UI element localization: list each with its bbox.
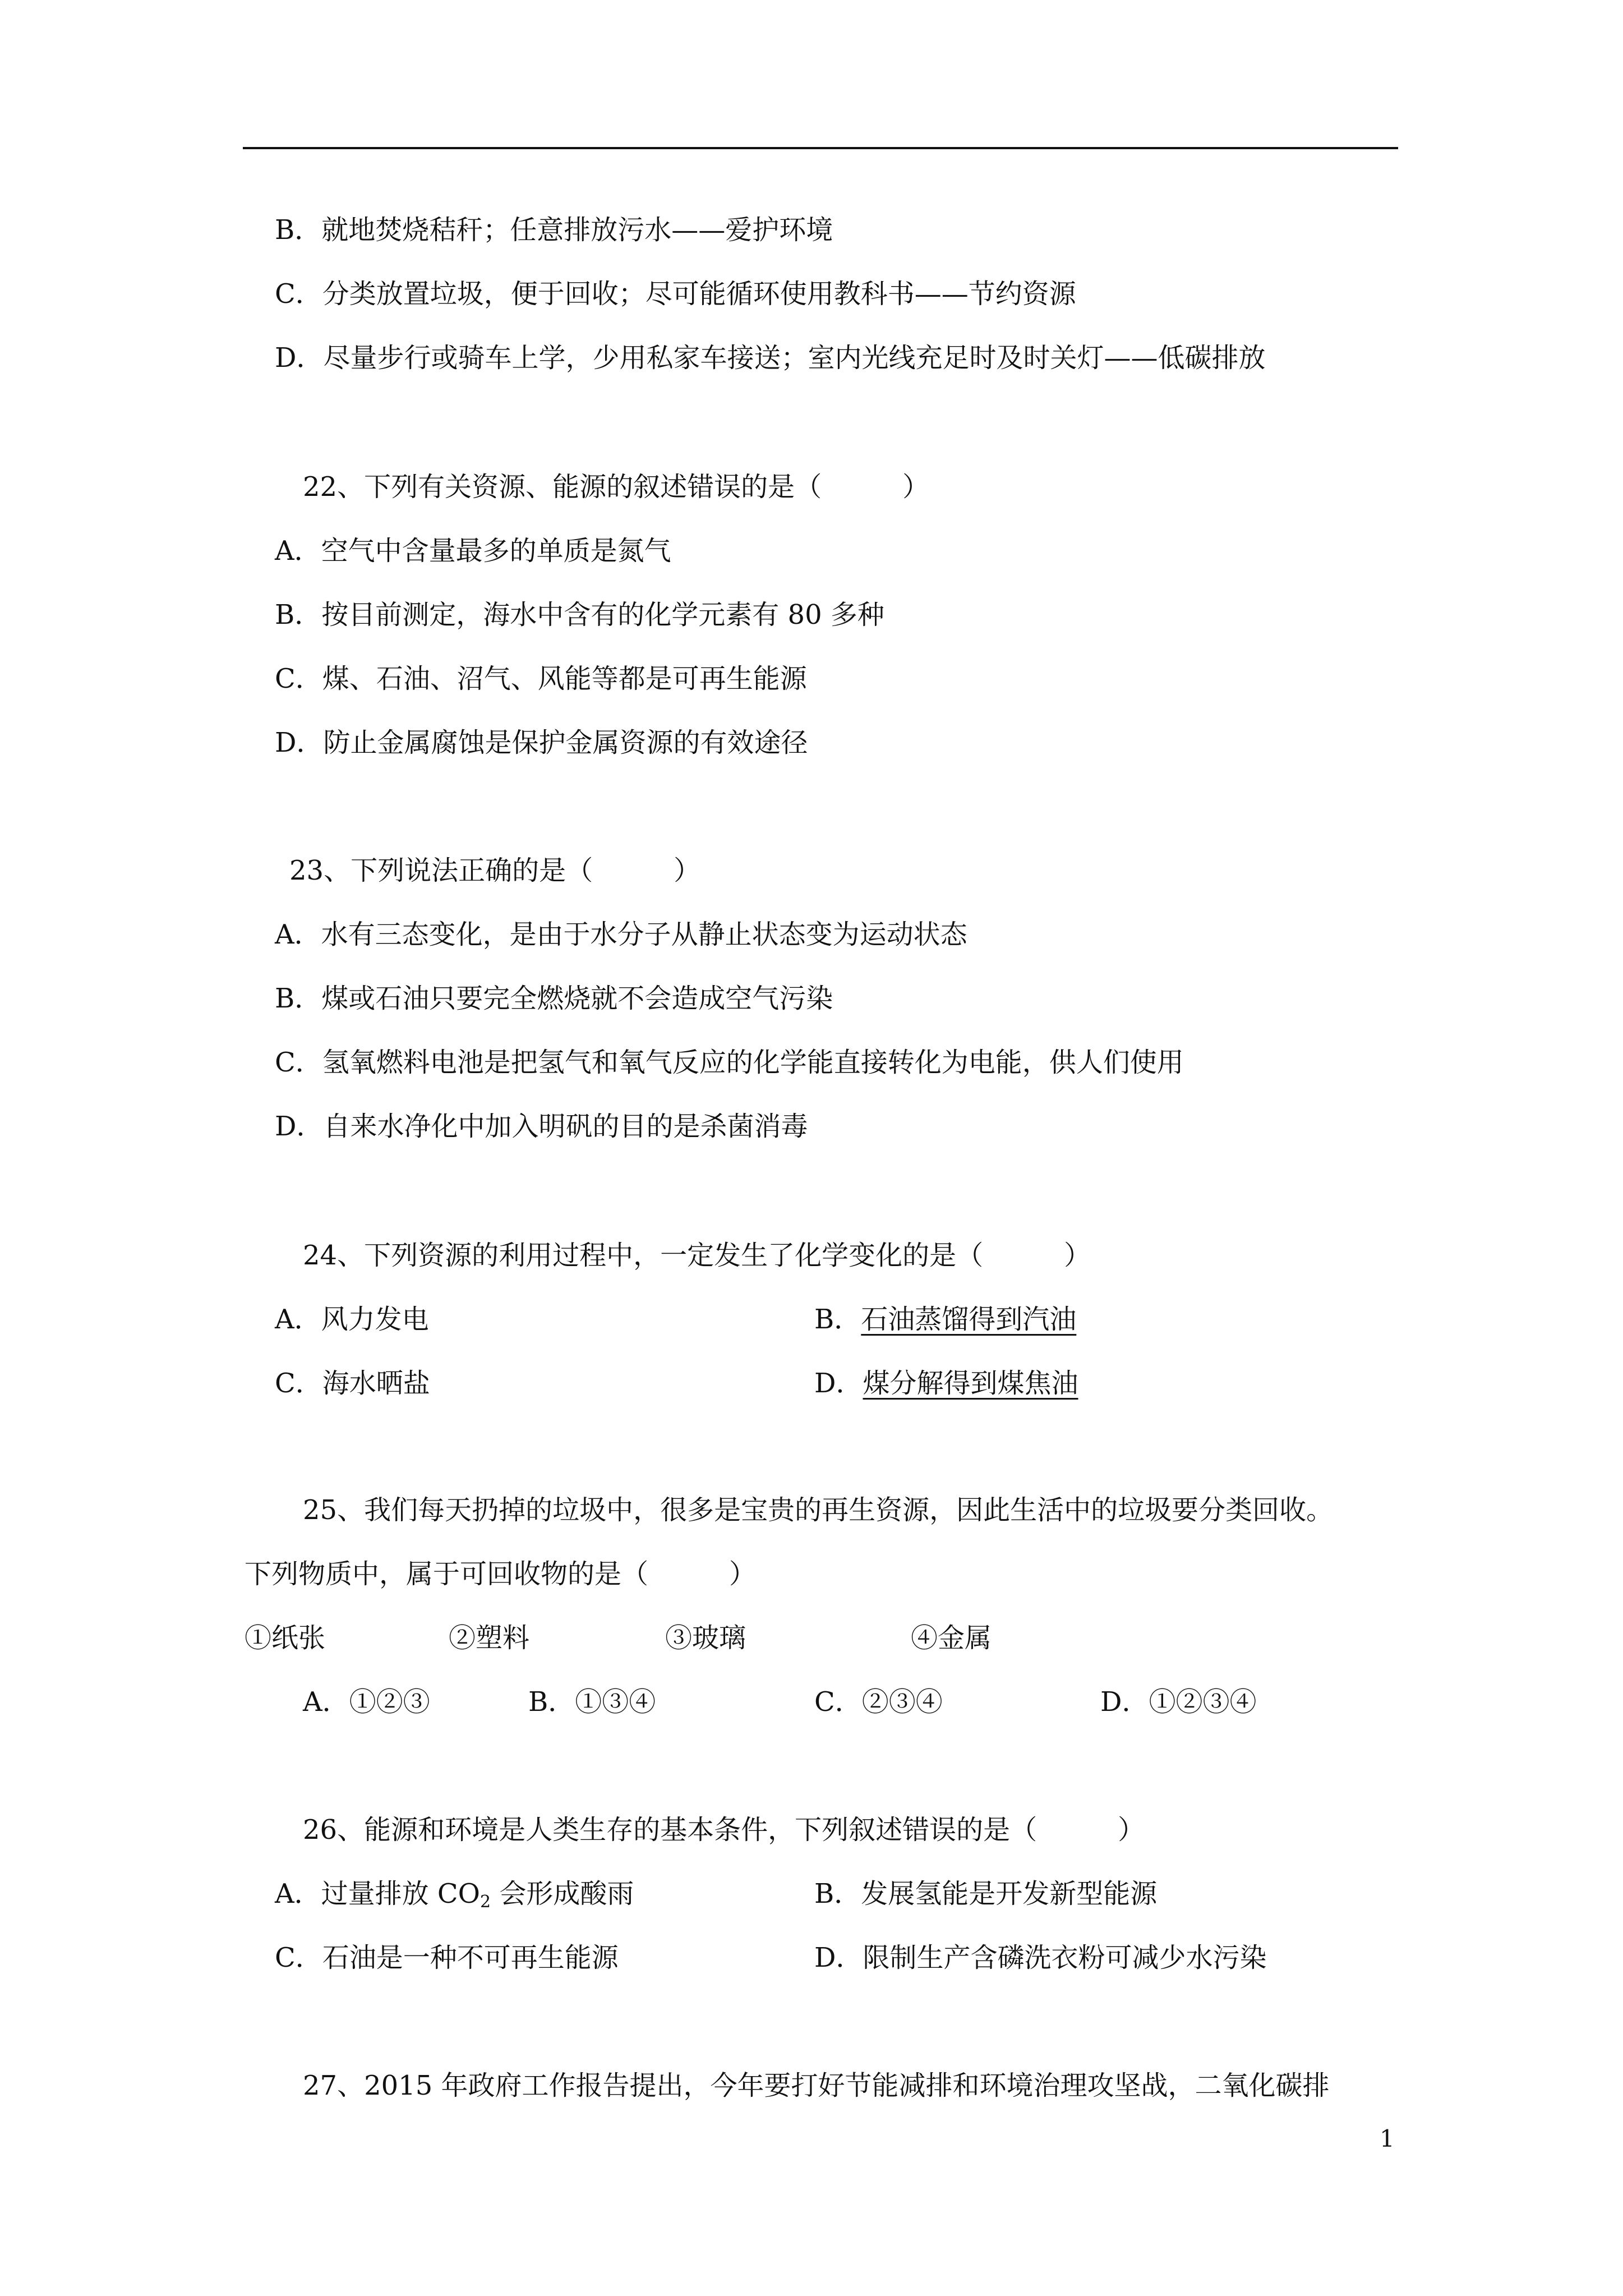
q26-stem: 26、能源和环境是人类生存的基本条件，下列叙述错误的是（ ） — [303, 1814, 1145, 1846]
q22-option-d: D．防止金属腐蚀是保护金属资源的有效途径 — [275, 727, 808, 758]
q25-option-a: A．①②③ — [303, 1686, 430, 1718]
q26-option-a-prefix: A．过量排放 CO — [275, 1878, 481, 1910]
q21-option-b: B．就地焚烧秸秆；任意排放污水——爱护环境 — [275, 214, 833, 246]
q25-stem-line1: 25、我们每天扔掉的垃圾中，很多是宝贵的再生资源，因此生活中的垃圾要分类回收。 — [303, 1494, 1334, 1526]
page-number: 1 — [1380, 2125, 1395, 2152]
q25-item-4: ④金属 — [911, 1622, 992, 1654]
q25-option-b: B．①③④ — [528, 1686, 656, 1718]
q24-option-d-text: 煤分解得到煤焦油 — [863, 1368, 1078, 1399]
q26-option-a — [275, 1876, 634, 1920]
q22-option-c: C．煤、石油、沼气、风能等都是可再生能源 — [275, 663, 807, 694]
q24-option-d-letter: D． — [814, 1368, 863, 1399]
header-rule — [243, 147, 1398, 149]
q25-option-d: D．①②③④ — [1100, 1686, 1257, 1718]
q24-option-a: A．风力发电 — [275, 1304, 429, 1335]
q25-item-2: ②塑料 — [449, 1622, 530, 1654]
q21-option-d: D．尽量步行或骑车上学，少用私家车接送；室内光线充足时及时关灯——低碳排放 — [275, 342, 1266, 374]
q22-option-a: A．空气中含量最多的单质是氮气 — [275, 535, 671, 567]
q26-option-a-subscript: 2 — [480, 1892, 491, 1912]
q27-stem-line1: 27、2015 年政府工作报告提出，今年要打好节能减排和环境治理攻坚战，二氧化碳排 — [303, 2070, 1330, 2101]
q24-option-b-text: 石油蒸馏得到汽油 — [861, 1304, 1077, 1335]
q24-option-b — [814, 1301, 1076, 1337]
q23-stem: 23、下列说法正确的是（ ） — [289, 855, 701, 886]
q26-option-d: D．限制生产含磷洗衣粉可减少水污染 — [814, 1942, 1267, 1973]
q24-option-b-letter: B． — [814, 1304, 861, 1335]
q23-option-a: A．水有三态变化，是由于水分子从静止状态变为运动状态 — [275, 919, 967, 950]
q26-option-a-suffix: 会形成酸雨 — [491, 1878, 634, 1910]
q23-option-b: B．煤或石油只要完全燃烧就不会造成空气污染 — [275, 983, 833, 1014]
q25-stem-line2: 下列物质中，属于可回收物的是（ ） — [245, 1558, 757, 1590]
q25-item-3: ③玻璃 — [665, 1622, 746, 1654]
q25-option-c: C．②③④ — [814, 1686, 943, 1718]
q22-stem: 22、下列有关资源、能源的叙述错误的是（ ） — [303, 471, 930, 503]
q23-option-c: C．氢氧燃料电池是把氢气和氧气反应的化学能直接转化为电能，供人们使用 — [275, 1047, 1184, 1078]
q26-option-b: B．发展氢能是开发新型能源 — [814, 1878, 1158, 1910]
q24-option-d — [814, 1365, 1078, 1401]
q24-stem: 24、下列资源的利用过程中，一定发生了化学变化的是（ ） — [303, 1240, 1091, 1271]
q23-option-d: D．自来水净化中加入明矾的目的是杀菌消毒 — [275, 1111, 808, 1142]
q26-option-c: C．石油是一种不可再生能源 — [275, 1942, 619, 1973]
q24-option-c: C．海水晒盐 — [275, 1368, 430, 1399]
q25-item-1: ①纸张 — [245, 1622, 326, 1654]
q22-option-b: B．按目前测定，海水中含有的化学元素有 80 多种 — [275, 599, 884, 631]
q21-option-c: C．分类放置垃圾，便于回收；尽可能循环使用教科书——节约资源 — [275, 278, 1076, 310]
